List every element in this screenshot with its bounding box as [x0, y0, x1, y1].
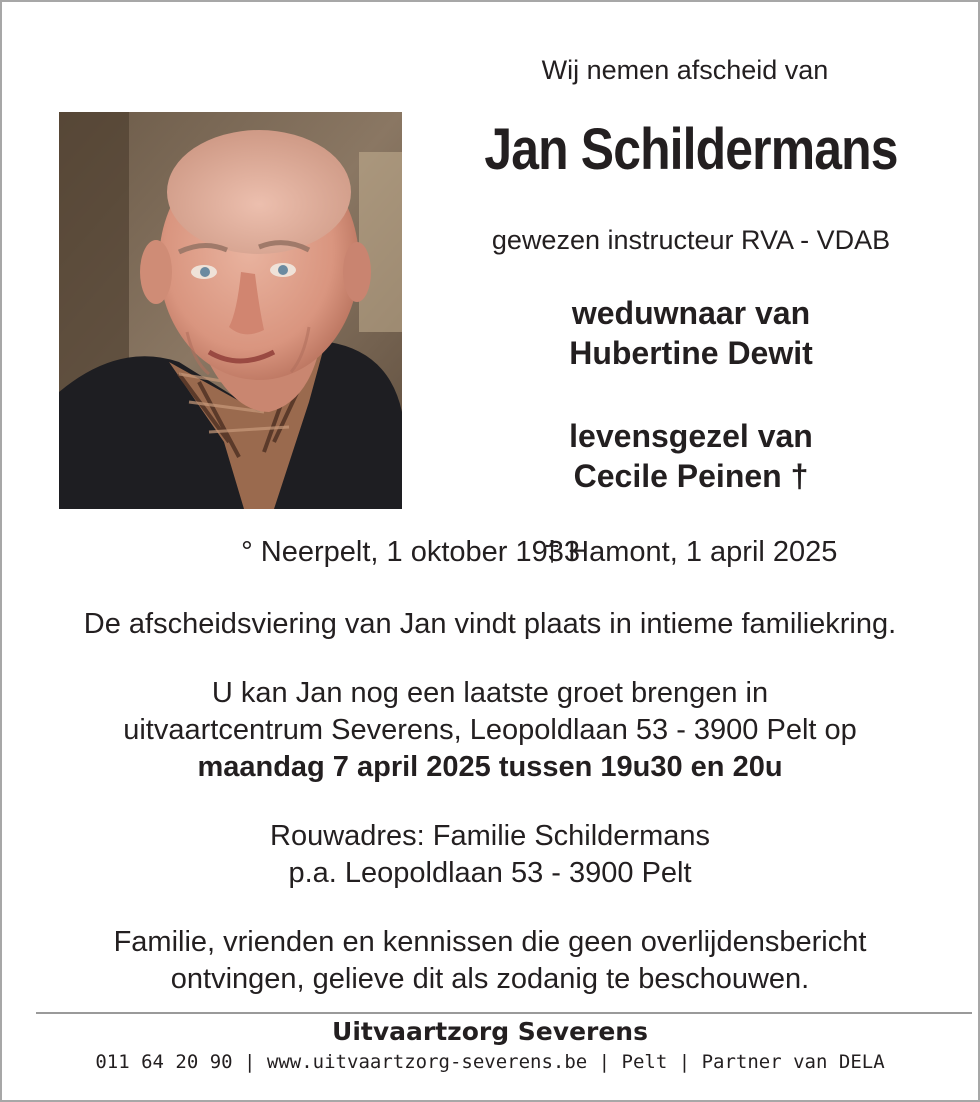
footer-company: Uitvaartzorg Severens [332, 1017, 648, 1046]
deceased-name: Jan Schildermans [484, 117, 898, 182]
death-text: † Hamont, 1 april 2025 [544, 536, 838, 568]
footer-divider [36, 1012, 972, 1014]
widower-line-1: weduwnaar van [571, 295, 811, 331]
footer-contact: 011 64 20 90 | www.uitvaartzorg-severens.be | Pelt | Partner van DELA [95, 1051, 885, 1073]
address-line-1: Rouwadres: Familie Schildermans [270, 820, 710, 852]
visit-line-2: uitvaartcentrum Severens, Leopoldlaan 53 - 3900 Pelt op [123, 714, 857, 746]
address-line-2: p.a. Leopoldlaan 53 - 3900 Pelt [288, 857, 692, 889]
visit-line-1: U kan Jan nog een laatste groet brengen in [211, 677, 769, 709]
notice-line-2: ontvingen, gelieve dit als zodanig te beschouwen. [170, 963, 810, 995]
intro-text: Wij nemen afscheid van [541, 55, 829, 85]
ceremony-text: De afscheidsviering van Jan vindt plaats in intieme familiekring. [83, 608, 897, 640]
portrait-photo [59, 112, 402, 509]
notice-line-1: Familie, vrienden en kennissen die geen overlijdensbericht [113, 926, 867, 958]
widower-line-2: Hubertine Dewit [569, 335, 813, 371]
visit-line-3: maandag 7 april 2025 tussen 19u30 en 20u [197, 751, 783, 783]
partner-line-1: levensgezel van [569, 418, 813, 454]
partner-line-2: Cecile Peinen † [573, 458, 809, 494]
occupation-text: gewezen instructeur RVA - VDAB [491, 225, 891, 255]
birth-text: ° Neerpelt, 1 oktober 1933 [241, 536, 580, 568]
